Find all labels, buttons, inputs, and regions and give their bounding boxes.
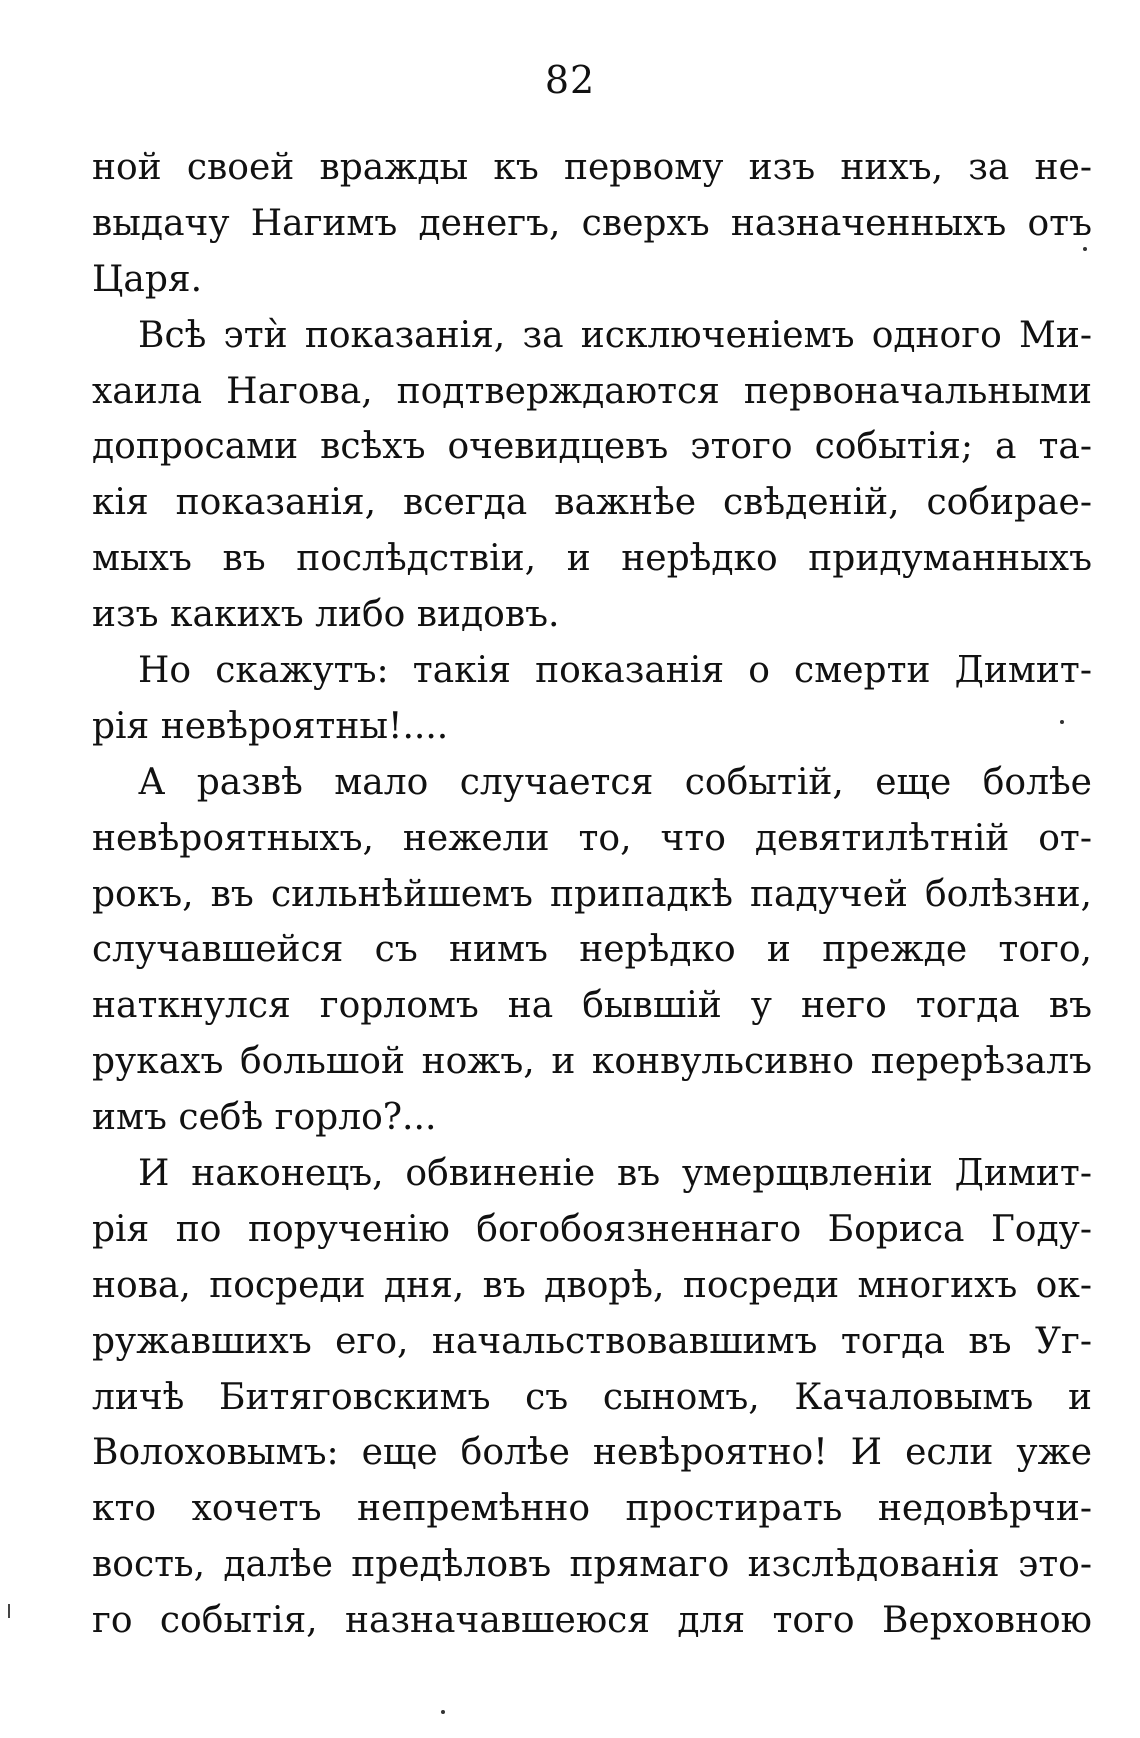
print-speck bbox=[441, 1710, 445, 1714]
text-line: наткнулся горломъ на бывшій у него тогда въ bbox=[92, 985, 1092, 1027]
text-line: рія невѣроятны!.... bbox=[92, 705, 449, 747]
text-line: рокъ, въ сильнѣйшемъ припадкѣ падучей болѣзни, bbox=[92, 873, 1092, 915]
text-line: рукахъ большой ножъ, и конвульсивно перерѣзалъ bbox=[92, 1041, 1092, 1083]
text-line: имъ себѣ горло?... bbox=[92, 1097, 437, 1139]
body-text bbox=[92, 140, 1092, 1649]
text-line: Царя. bbox=[92, 258, 203, 300]
text-line: ной своей вражды къ первому изъ нихъ, за не- bbox=[92, 147, 1092, 188]
text-line: личѣ Битяговскимъ съ сыномъ, Качаловымъ и bbox=[92, 1376, 1092, 1418]
text-line: изъ какихъ либо видовъ. bbox=[92, 594, 560, 636]
text-line: Всѣ этѝ показанія, за исключеніемъ одного Ми- bbox=[138, 314, 1092, 356]
text-line: хаила Нагова, подтверждаются первоначальными bbox=[92, 370, 1092, 412]
text-line: кто хочетъ непремѣнно простирать недовѣрчи- bbox=[92, 1488, 1092, 1530]
text-line: рія по порученію богобоязненнаго Бориса Году- bbox=[92, 1208, 1092, 1250]
text-line: Но скажутъ: такія показанія о смерти Димит- bbox=[138, 650, 1092, 692]
text-line: И наконецъ, обвиненіе въ умерщвленіи Димит- bbox=[138, 1153, 1092, 1195]
print-speck bbox=[1083, 247, 1087, 251]
page-number: 82 bbox=[544, 58, 596, 102]
text-line: вость, далѣе предѣловъ прямаго изслѣдованія это- bbox=[92, 1544, 1092, 1586]
text-line: кія показанія, всегда важнѣе свѣденій, собирае- bbox=[92, 482, 1092, 524]
text-line: А развѣ мало случается событій, еще болѣе bbox=[138, 761, 1092, 803]
text-line: выдачу Нагимъ денегъ, сверхъ назначенныхъ отъ bbox=[92, 202, 1092, 244]
margin-mark bbox=[8, 1604, 10, 1618]
text-line: случавшейся съ нимъ нерѣдко и прежде того, bbox=[92, 929, 1092, 971]
print-speck bbox=[1060, 720, 1064, 724]
text-line: допросами всѣхъ очевидцевъ этого событія; а та- bbox=[92, 426, 1092, 468]
text-line: нова, посреди дня, въ дворѣ, посреди многихъ ок- bbox=[92, 1264, 1092, 1306]
text-line: ружавшихъ его, начальствовавшимъ тогда въ Уг- bbox=[92, 1320, 1092, 1362]
text-line: Волоховымъ: еще болѣе невѣроятно! И если уже bbox=[92, 1432, 1092, 1474]
text-line: невѣроятныхъ, нежели то, что девятилѣтній от- bbox=[92, 817, 1092, 859]
text-line: мыхъ въ послѣдствіи, и нерѣдко придуманныхъ bbox=[92, 538, 1092, 580]
text-line: го событія, назначавшеюся для того Верховною bbox=[92, 1600, 1092, 1642]
